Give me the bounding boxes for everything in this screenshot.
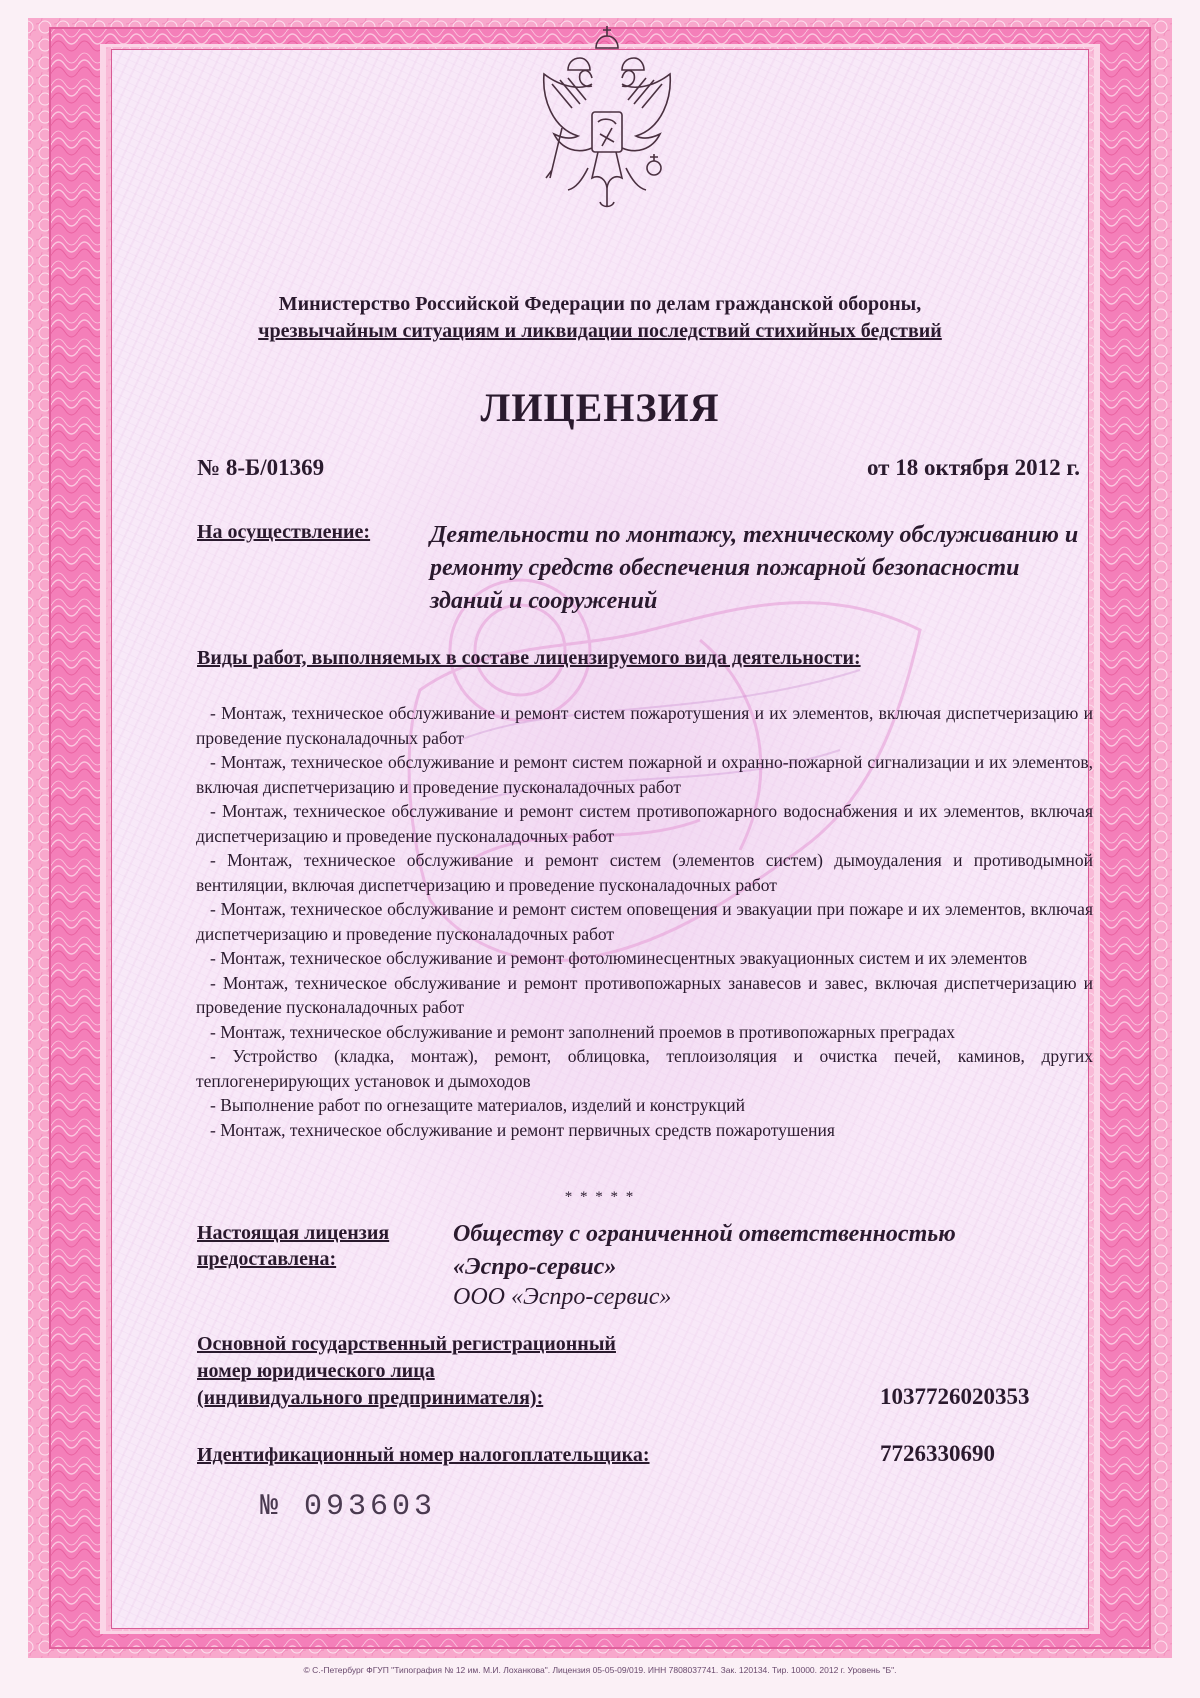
works-list — [196, 701, 1093, 1142]
list-item: - Монтаж, техническое обслуживание и ремонт систем оповещения и эвакуации при пожаре и их элементов, включая диспетчеризацию и проведение пусконаладочных работ — [196, 899, 1093, 944]
list-item: - Монтаж, техническое обслуживание и ремонт первичных средств пожаротушения — [210, 1119, 835, 1140]
holder-label-line-2: предоставлена: — [197, 1248, 337, 1270]
ministry-line-1: Министерство Российской Федерации по делам гражданской обороны, — [278, 293, 922, 315]
section-separator: * * * * * — [564, 1189, 636, 1205]
activity-label: На осуществление: — [197, 521, 371, 543]
list-item: - Монтаж, техническое обслуживание и ремонт систем (элементов систем) дымоудаления и противодымной вентиляции, включая диспетчеризацию и проведение пусконаладочных работ — [196, 850, 1093, 895]
ogrn-value: 1037726020353 — [880, 1384, 1030, 1409]
ogrn-label-line-2: номер юридического лица — [197, 1360, 435, 1382]
inn-value: 7726330690 — [880, 1441, 995, 1466]
list-item: - Монтаж, техническое обслуживание и ремонт систем пожарной и охранно-пожарной сигнализации и их элементов, включая диспетчеризацию и проведение пусконаладочных работ — [196, 752, 1093, 797]
ogrn-label-line-1: Основной государственный регистрационный — [197, 1333, 616, 1355]
coat-of-arms-icon — [532, 18, 682, 218]
holder-name-line-2: «Эспро-сервис» — [453, 1254, 617, 1280]
holder-full-name — [453, 1218, 1103, 1284]
list-item: - Монтаж, техническое обслуживание и ремонт фотолюминесцентных эвакуационных систем и их элементов — [210, 948, 1028, 968]
works-label: Виды работ, выполняемых в составе лицензируемого вида деятельности: — [197, 647, 861, 669]
holder-name-line-1: Обществу с ограниченной ответственностью — [453, 1221, 956, 1247]
document-title: ЛИЦЕНЗИЯ — [480, 385, 720, 430]
inn-label: Идентификационный номер налогоплательщика: — [197, 1444, 650, 1466]
blank-serial-number: № 093603 — [260, 1490, 437, 1524]
ministry-line-2: чрезвычайным ситуациям и ликвидации последствий стихийных бедствий — [258, 320, 942, 342]
ogrn-label-line-3: (индивидуального предпринимателя): — [197, 1387, 544, 1409]
issuing-authority — [0, 291, 1200, 345]
list-item: - Устройство (кладка, монтаж), ремонт, облицовка, теплоизоляция и очистка печей, каминов, других теплогенерирующих установок и дымоходов — [196, 1046, 1093, 1091]
license-date: от 18 октября 2012 г. — [866, 455, 1080, 480]
list-item: - Монтаж, техническое обслуживание и ремонт заполнений проемов в противопожарных преградах — [210, 1021, 956, 1042]
list-item: - Выполнение работ по огнезащите материалов, изделий и конструкций — [210, 1095, 745, 1115]
license-number: № 8-Б/01369 — [197, 455, 325, 480]
holder-label — [197, 1220, 437, 1272]
list-item: - Монтаж, техническое обслуживание и ремонт противопожарных занавесов и завес, включая диспетчеризацию и проведение пусконаладочных работ — [196, 972, 1093, 1017]
printer-imprint: © С.-Петербург ФГУП "Типография № 12 им. М.И. Лоханкова". Лицензия 05-05-09/019. ИНН 7808037741. Зак. 120134. Тир. 10000. 2012 г. Уровень "Б". — [303, 1665, 897, 1675]
ogrn-label — [197, 1331, 757, 1412]
list-item: - Монтаж, техническое обслуживание и ремонт систем пожаротушения и их элементов, включая диспетчеризацию и проведение пусконаладочных работ — [196, 703, 1093, 748]
list-item: - Монтаж, техническое обслуживание и ремонт систем противопожарного водоснабжения и их элементов, включая диспетчеризацию и проведение пусконаладочных работ — [196, 801, 1093, 846]
holder-short-name: ООО «Эспро-сервис» — [453, 1284, 672, 1310]
holder-label-line-1: Настоящая лицензия — [197, 1222, 390, 1244]
activity-description: Деятельности по монтажу, техническому обслуживанию и ремонту средств обеспечения пожарной безопасности зданий и сооружений — [430, 522, 1079, 614]
